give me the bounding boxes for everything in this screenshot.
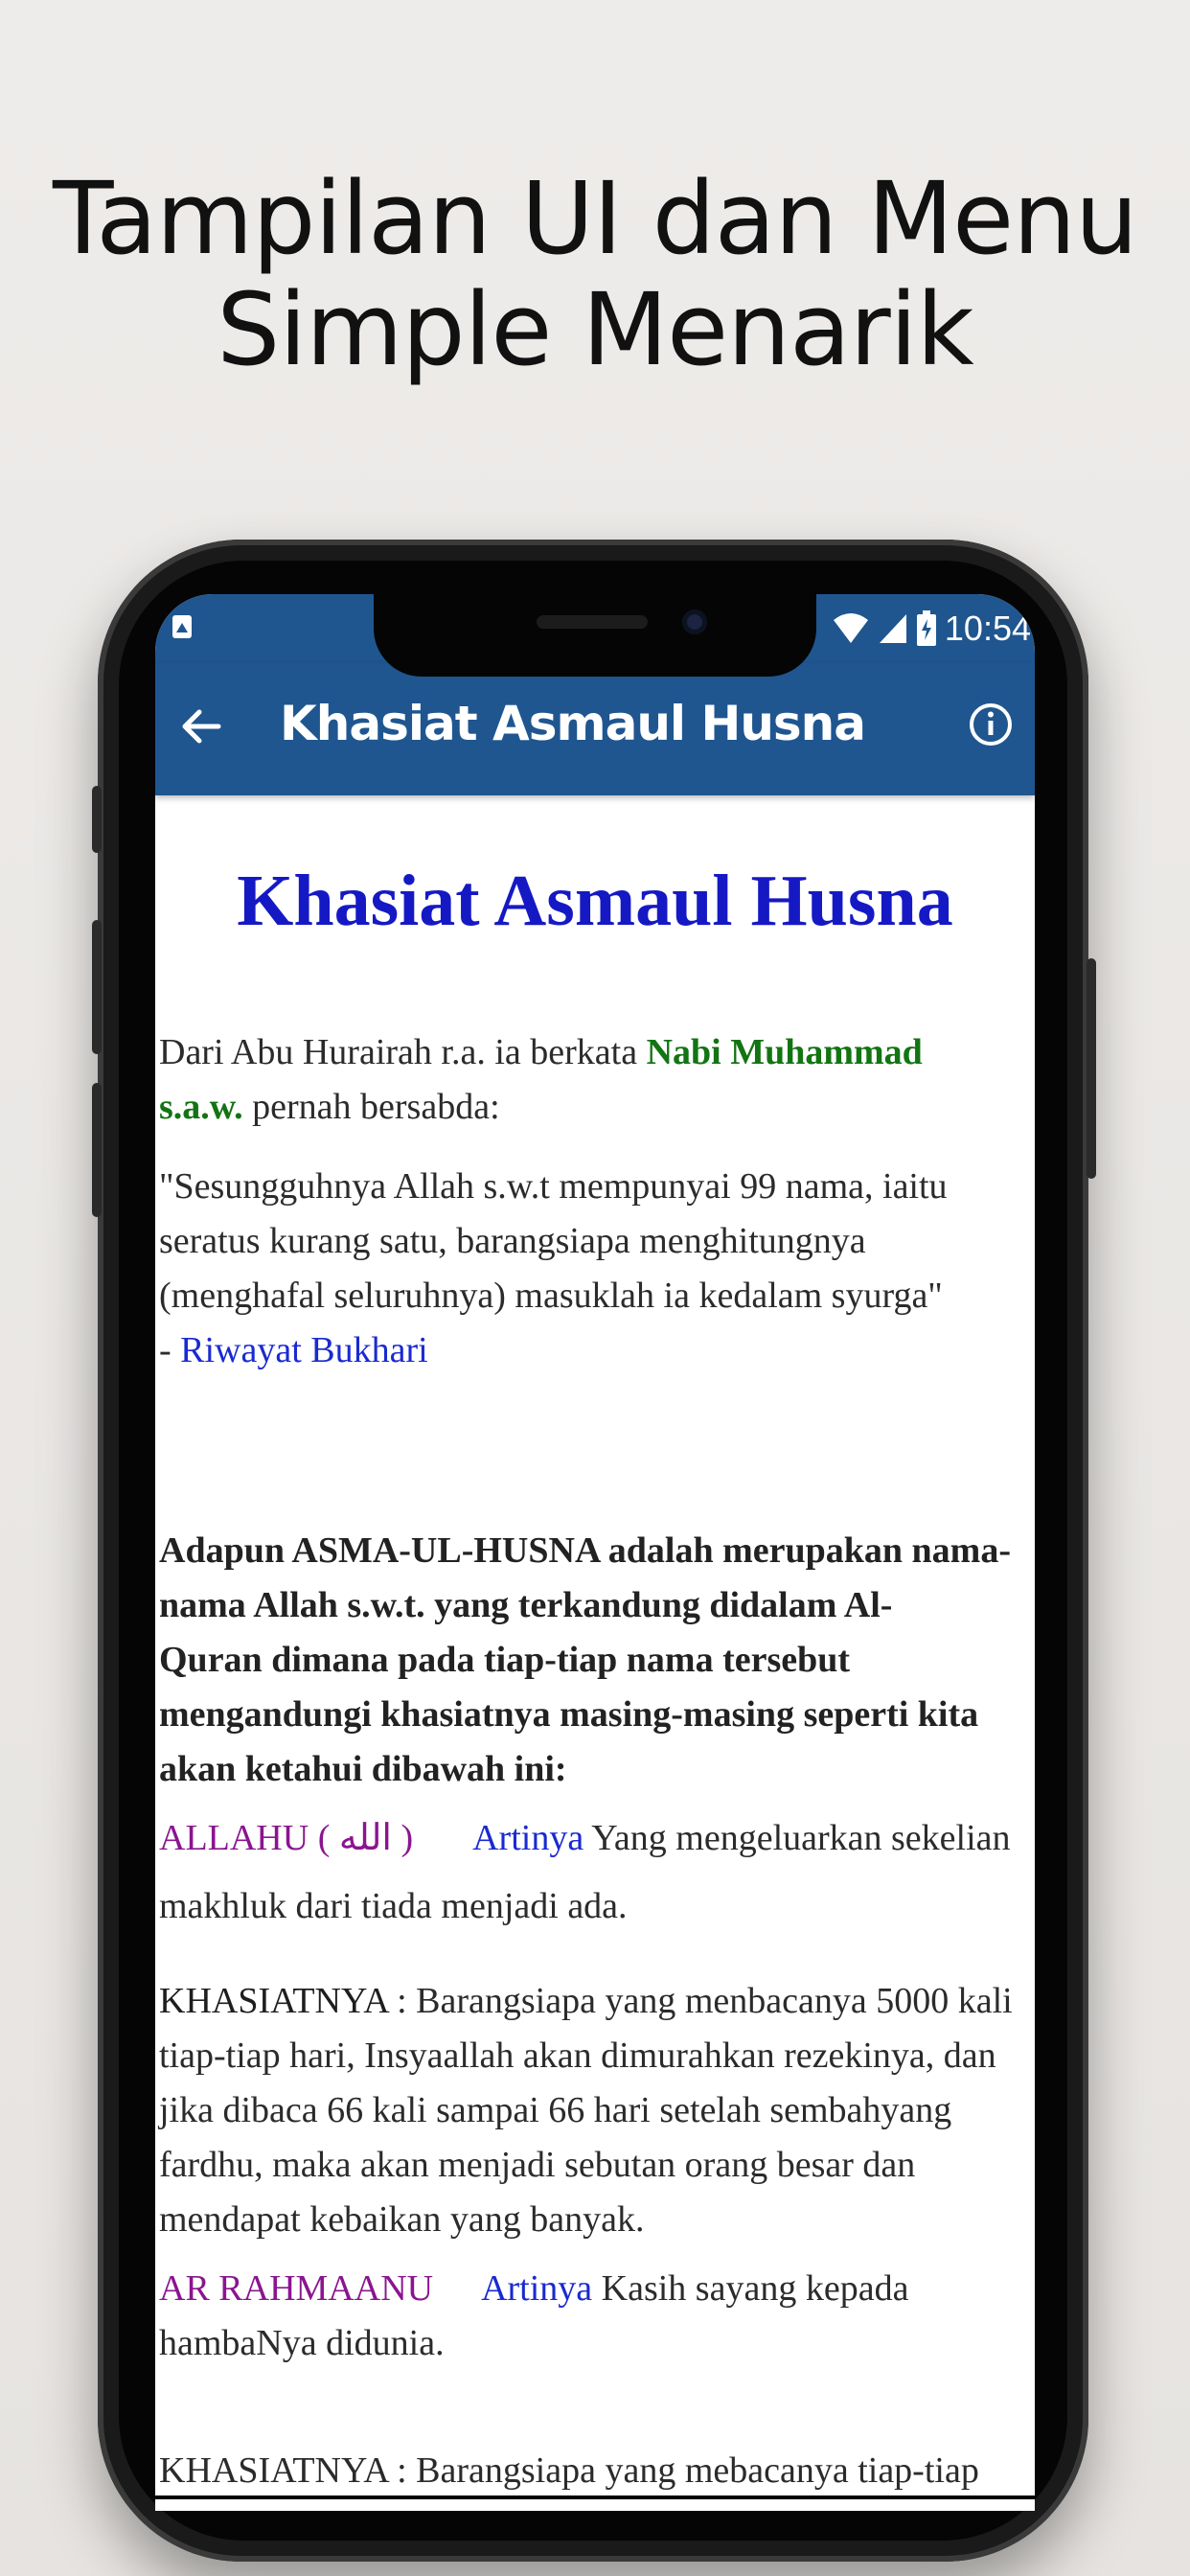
screen-bottom-edge xyxy=(155,2496,1035,2499)
khasiat-line-4: fardhu, maka akan menjadi sebutan orang besar dan xyxy=(159,2145,916,2185)
hadith-line-2: seratus kurang satu, barangsiapa menghitungnya xyxy=(159,1221,866,1261)
phone-screen xyxy=(155,594,1035,2511)
phone-side-button-power xyxy=(1087,958,1096,1179)
meaning-label: Artinya xyxy=(481,2268,593,2309)
hadith-source: Riwayat Bukhari xyxy=(180,1330,428,1370)
hadith-line-3: (menghafal seluruhnya) masuklah ia kedalam syurga" xyxy=(159,1276,943,1316)
entry-allahu-meaning xyxy=(159,1811,1021,1934)
promo-headline xyxy=(0,160,1190,388)
explanation-paragraph xyxy=(159,1524,1021,1797)
earpiece-speaker xyxy=(537,615,648,629)
hadith-line-1: "Sesungguhnya Allah s.w.t mempunyai 99 nama, iaitu xyxy=(159,1166,948,1207)
front-camera xyxy=(682,610,707,634)
explain-line-2: nama Allah s.w.t. yang terkandung didalam Al- xyxy=(159,1585,893,1625)
meaning-text: Kasih sayang kepada xyxy=(592,2268,909,2309)
battery-icon xyxy=(916,610,937,647)
entry-name: ALLAHU ( الله ) xyxy=(159,1818,414,1858)
meaning-text: Yang mengeluarkan sekelian xyxy=(584,1818,1011,1858)
intro-suffix: pernah bersabda: xyxy=(242,1087,500,1127)
entry-name: AR RAHMAANU xyxy=(159,2268,434,2309)
info-icon[interactable] xyxy=(964,698,1018,751)
headline-line-1: Tampilan UI dan Menu xyxy=(53,160,1137,277)
phone-side-button-volume-down xyxy=(92,1083,102,1217)
signal-icon xyxy=(878,612,908,645)
status-time: 10:54 xyxy=(944,609,1031,648)
meaning-label: Artinya xyxy=(472,1818,584,1858)
wifi-icon xyxy=(832,612,870,645)
explain-line-1: Adapun ASMA-UL-HUSNA adalah merupakan nama- xyxy=(159,1530,1011,1571)
prophet-name: Nabi Muhammad xyxy=(646,1032,923,1072)
entry-ar-rahmaanu-khasiat xyxy=(159,2444,1021,2498)
intro-paragraph xyxy=(159,1025,1021,1135)
app-bar xyxy=(155,663,1035,795)
khasiat-label: KHASIATNYA xyxy=(159,1981,388,2021)
meaning-text-continued: makhluk dari tiada menjadi ada. xyxy=(159,1886,628,1926)
hadith-quote xyxy=(159,1160,1021,1378)
intro-prefix: Dari Abu Hurairah r.a. ia berkata xyxy=(159,1032,647,1072)
khasiat-line-2: tiap-tiap hari, Insyaallah akan dimurahkan rezekinya, dan xyxy=(159,2036,996,2076)
khasiat-line-3: jika dibaca 66 kali sampai 66 hari setelah sembahyang xyxy=(159,2090,952,2130)
notification-icon xyxy=(171,611,195,640)
explain-line-3: Quran dimana pada tiap-tiap nama tersebut xyxy=(159,1640,851,1680)
meaning-text-continued: hambaNya didunia. xyxy=(159,2323,445,2363)
source-dash: - xyxy=(159,1330,181,1370)
phone-side-button-volume-up xyxy=(92,920,102,1054)
article-title: Khasiat Asmaul Husna xyxy=(237,861,953,941)
explain-line-4: mengandungi khasiatnya masing-masing seperti kita xyxy=(159,1694,979,1735)
article-content[interactable] xyxy=(159,795,1031,2511)
explain-line-5: akan ketahui dibawah ini: xyxy=(159,1749,567,1789)
entry-allahu-khasiat xyxy=(159,1974,1021,2247)
headline-line-2: Simple Menarik xyxy=(217,271,973,388)
prophet-honorific: s.a.w. xyxy=(159,1087,243,1127)
khasiat-label: KHASIATNYA xyxy=(159,2450,388,2491)
phone-side-button-mute xyxy=(92,786,102,853)
entry-ar-rahmaanu-meaning xyxy=(159,2262,1021,2371)
khasiat-line-1: : Barangsiapa yang mebacanya tiap-tiap xyxy=(387,2450,979,2491)
back-arrow-icon[interactable] xyxy=(172,698,230,755)
khasiat-line-1: : Barangsiapa yang menbacanya 5000 kali xyxy=(387,1981,1013,2021)
khasiat-line-5: mendapat kebaikan yang banyak. xyxy=(159,2199,645,2240)
status-right xyxy=(832,608,1031,650)
app-bar-title: Khasiat Asmaul Husna xyxy=(280,696,866,751)
camera-notch xyxy=(374,594,816,677)
